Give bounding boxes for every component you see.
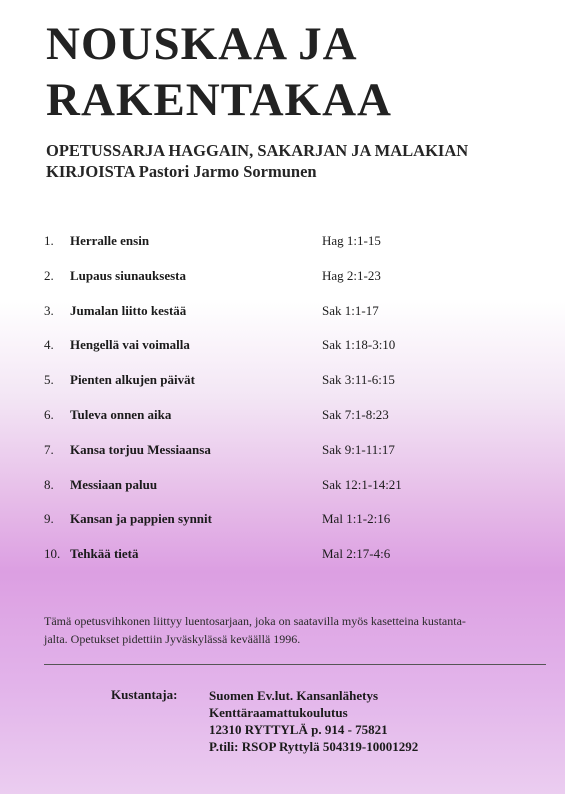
title-line-1: NOUSKAA JA — [46, 18, 358, 70]
toc-number: 8. — [44, 476, 54, 492]
toc-reference: Mal 2:17-4:6 — [322, 546, 391, 562]
booklet-title — [46, 16, 546, 128]
toc-number: 3. — [44, 302, 54, 318]
toc-row — [44, 477, 514, 512]
toc-reference: Hag 1:1-15 — [322, 233, 381, 248]
toc-number: 7. — [44, 441, 54, 457]
toc-reference: Sak 1:1-17 — [322, 302, 379, 318]
toc-row — [44, 233, 514, 268]
subtitle-line-1: OPETUSSARJA HAGGAIN, SAKARJAN JA MALAKIAN — [46, 141, 469, 160]
toc-title: Pienten alkujen päivät — [70, 372, 195, 388]
toc-row — [44, 511, 514, 546]
toc-row — [44, 268, 514, 303]
toc-number: 6. — [44, 406, 54, 422]
toc-title: Kansan ja pappien synnit — [70, 511, 212, 527]
toc-title: Jumalan liitto kestää — [70, 302, 187, 318]
toc-row — [44, 337, 514, 372]
toc-number: 4. — [44, 337, 54, 353]
subtitle-line-2: KIRJOISTA Pastori Jarmo Sormunen — [46, 162, 317, 181]
series-note — [44, 612, 549, 648]
toc-title: Lupaus siunauksesta — [70, 267, 186, 283]
toc-number: 9. — [44, 511, 54, 527]
toc-reference: Sak 12:1-14:21 — [322, 476, 402, 492]
note-line-1: Tämä opetusvihkonen liittyy luentosarjaan, joka on saatavilla myös kasetteina kustanta- — [44, 614, 466, 628]
toc-title: Tehkää tietä — [70, 546, 139, 562]
publisher-address: 12310 RYTTYLÄ p. 914 - 75821 — [209, 722, 388, 737]
toc-reference: Sak 3:11-6:15 — [322, 372, 395, 388]
publisher-details — [209, 687, 418, 755]
toc-row — [44, 407, 514, 442]
toc-reference: Sak 7:1-8:23 — [322, 406, 389, 422]
toc-reference: Hag 2:1-23 — [322, 267, 381, 283]
divider — [44, 664, 546, 665]
toc-title: Tuleva onnen aika — [70, 406, 172, 422]
publisher-label: Kustantaja: — [111, 687, 178, 702]
toc-reference: Sak 9:1-11:17 — [322, 441, 395, 457]
toc-title: Hengellä vai voimalla — [70, 337, 190, 353]
toc-number: 10. — [44, 546, 61, 562]
title-line-2: RAKENTAKAA — [46, 74, 392, 126]
publisher-department: Kenttäraamattukoulutus — [209, 705, 348, 720]
toc-row — [44, 303, 514, 338]
toc-title: Messiaan paluu — [70, 476, 158, 492]
toc-number: 1. — [44, 233, 54, 248]
toc-reference: Sak 1:18-3:10 — [322, 337, 396, 353]
publisher-account: P.tili: RSOP Ryttylä 504319-10001292 — [209, 739, 419, 754]
toc-number: 2. — [44, 267, 54, 283]
publisher-name: Suomen Ev.lut. Kansanlähetys — [209, 688, 379, 703]
toc-title: Kansa torjuu Messiaansa — [70, 441, 211, 457]
toc-row — [44, 442, 514, 477]
toc-number: 5. — [44, 372, 54, 388]
toc-reference: Mal 1:1-2:16 — [322, 511, 391, 527]
note-line-2: jalta. Opetukset pidettiin Jyväskylässä keväällä 1996. — [44, 632, 301, 646]
booklet-subtitle — [46, 140, 561, 182]
table-of-contents — [44, 233, 514, 581]
toc-row — [44, 546, 514, 581]
toc-row — [44, 372, 514, 407]
toc-title: Herralle ensin — [70, 233, 150, 248]
